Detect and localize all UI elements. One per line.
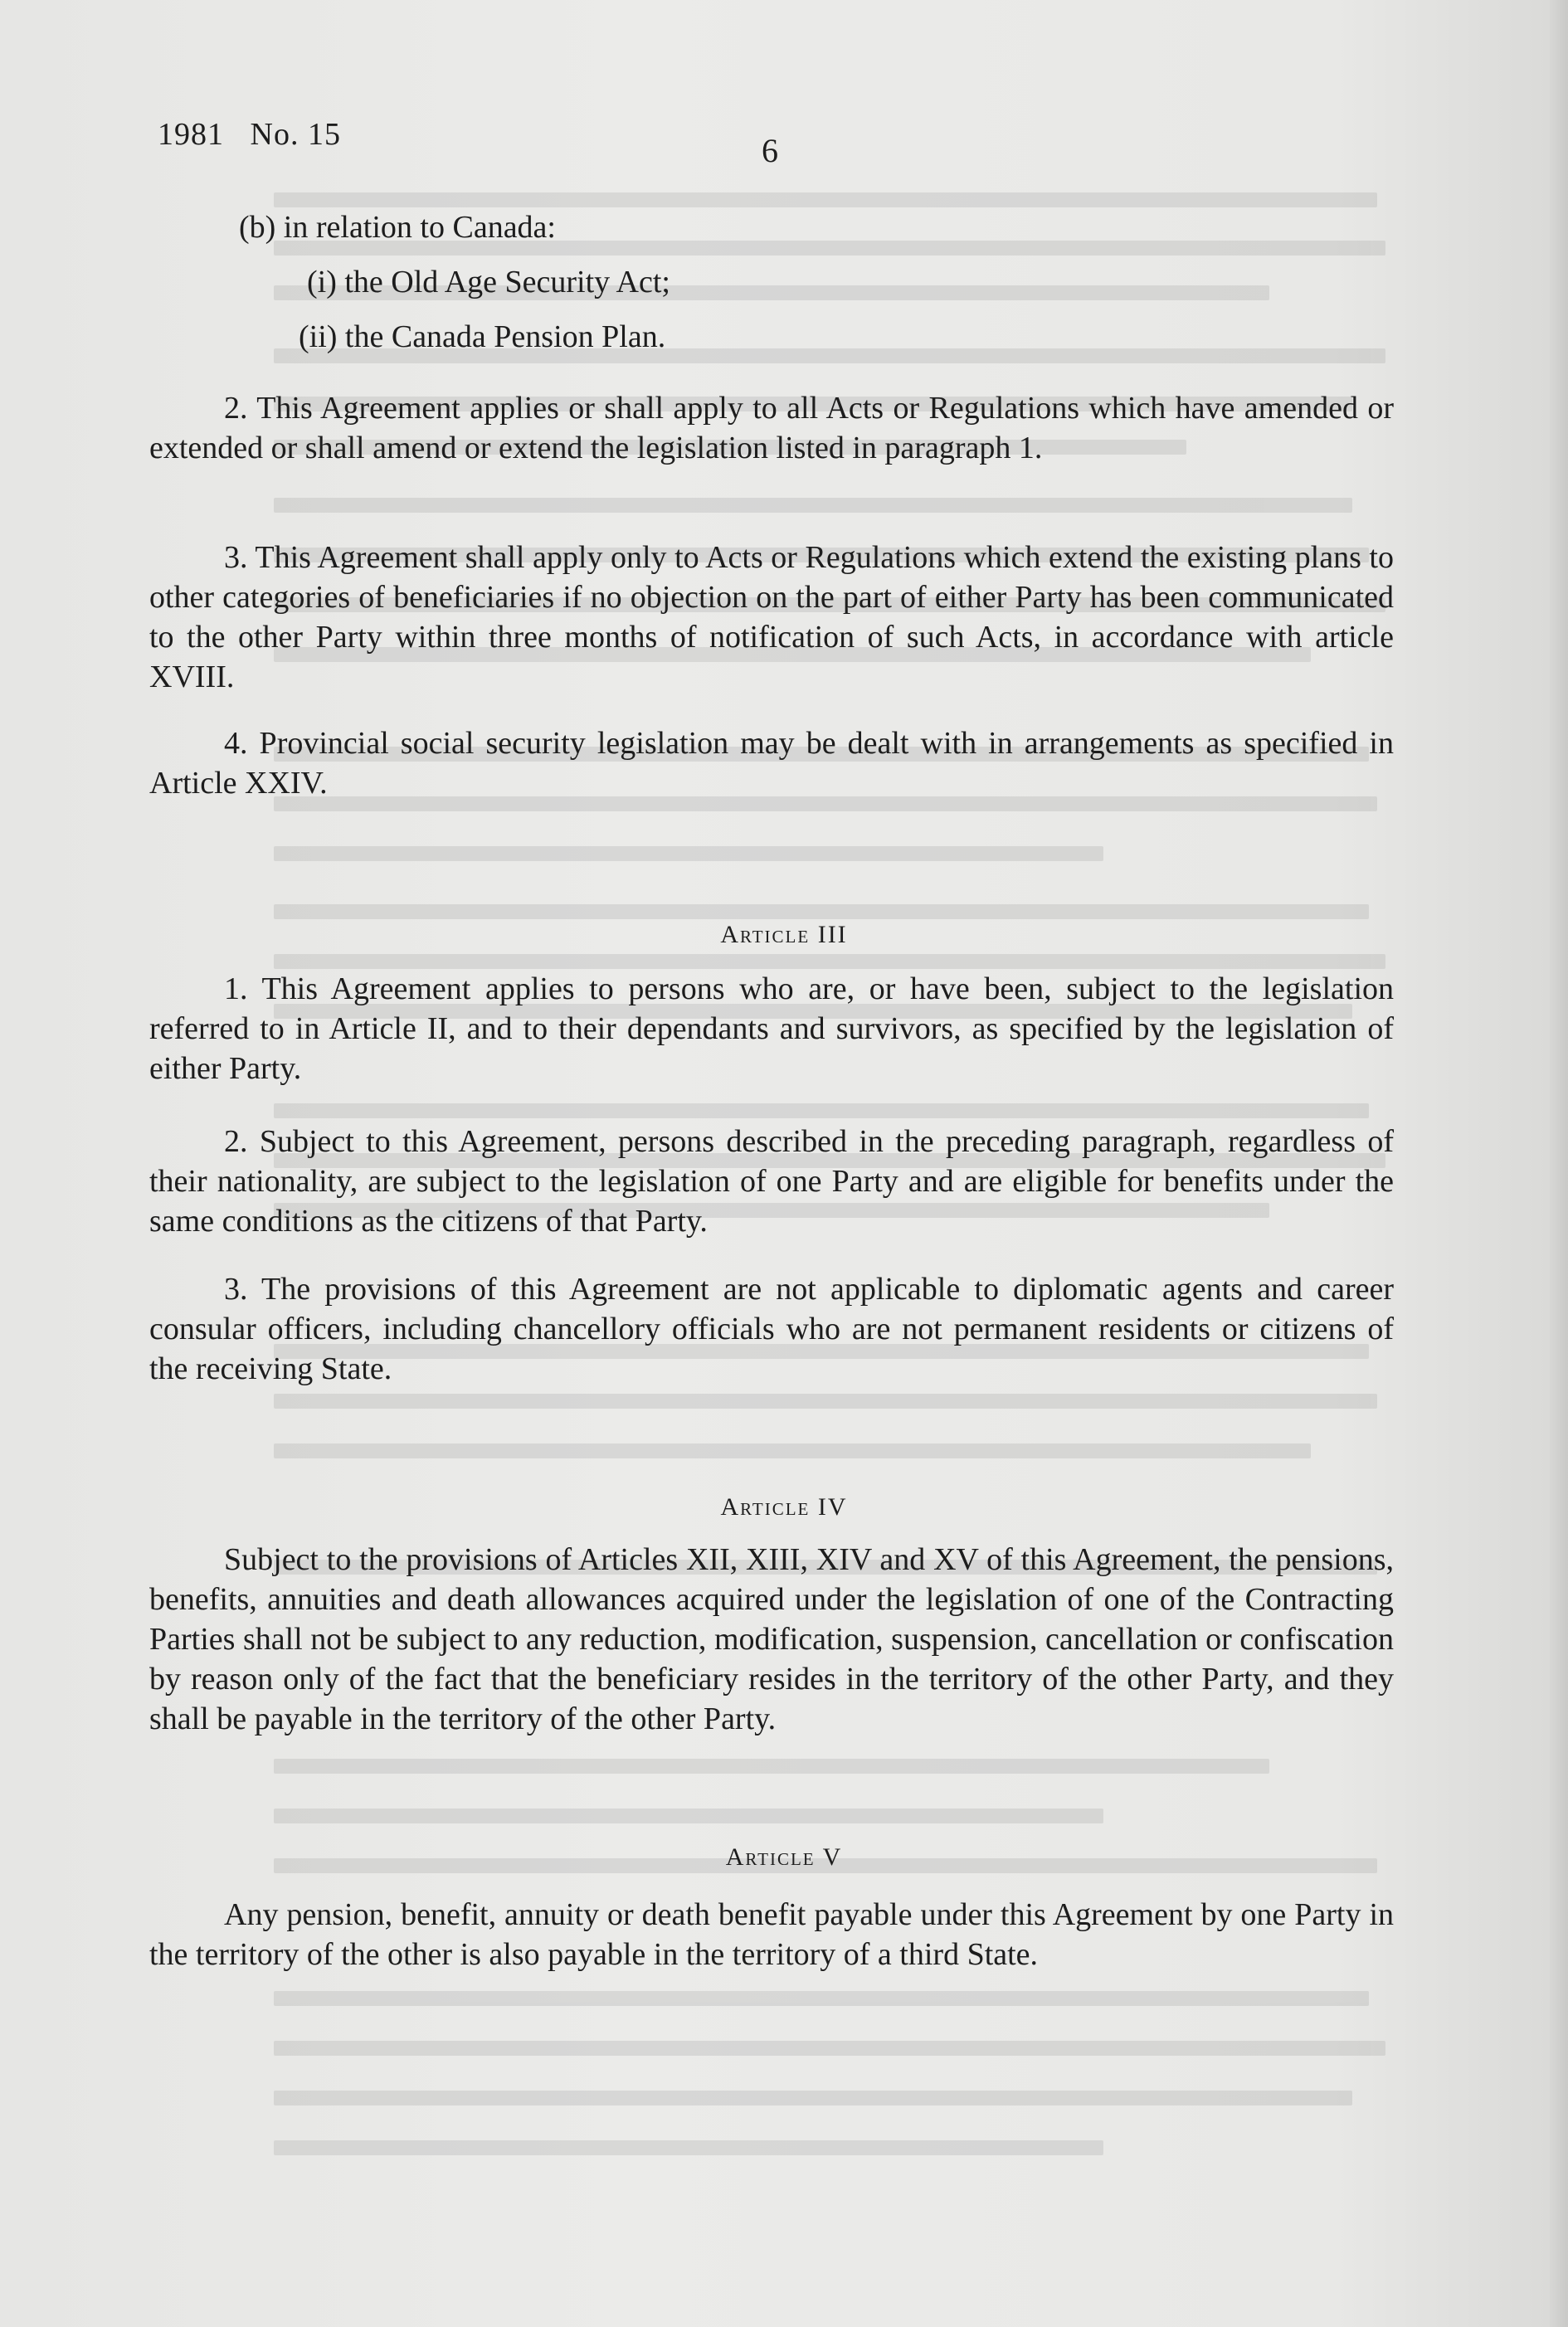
article-3-paragraph-1-text: 1. This Agreement applies to persons who are, or have been, subject to the legislation referred to in Article II, and to their dependants and survivors, as specified by the legislation of either Party.	[149, 971, 1394, 1086]
article-4-text	[149, 1540, 1394, 1739]
page-number: 6	[762, 132, 778, 169]
article-3-paragraph-3	[149, 1269, 1394, 1389]
paragraph-2	[149, 388, 1394, 468]
article-4-body: Subject to the provisions of Articles XII, XIII, XIV and XV of this Agreement, the pensions, benefits, annuities and death allowances acquired under the legislation of one of the Contracting Parties shall not be subject to any reduction, modification, suspension, cancellation or confiscation by reason only of the fact that the beneficiary resides in the territory of the other Party, and they shall be payable in the territory of the other Party.	[149, 1542, 1394, 1736]
paragraph-4	[149, 723, 1394, 803]
article-3-paragraph-3-text: 3. The provisions of this Agreement are not applicable to diplomatic agents and career consular officers, including chancellory officials who are not permanent residents or citizens of the receiving State.	[149, 1272, 1394, 1386]
article-3-paragraph-1	[149, 969, 1394, 1088]
subsection-ii: (ii) the Canada Pension Plan.	[299, 319, 666, 354]
article-3-paragraph-2-text: 2. Subject to this Agreement, persons described in the preceding paragraph, regardless of their nationality, are subject to the legislation of one Party and are eligible for benefits under the same conditions as the citizens of that Party.	[149, 1124, 1394, 1239]
article-3-paragraph-2	[149, 1122, 1394, 1241]
article-3-heading: Article III	[720, 921, 848, 948]
subsection-b: (b) in relation to Canada:	[239, 210, 556, 245]
subsection-i: (i) the Old Age Security Act;	[307, 265, 670, 299]
paragraph-3-text: 3. This Agreement shall apply only to Acts or Regulations which extend the existing plans to other categories of beneficiaries if no objection on the part of either Party has been communicated to the other Party within three months of notification of such Acts, in accordance with article XVIII.	[149, 540, 1394, 694]
paragraph-3	[149, 538, 1394, 697]
paragraph-4-text: 4. Provincial social security legislation may be dealt with in arrangements as specified in Article XXIV.	[149, 726, 1394, 801]
article-4-heading: Article IV	[720, 1493, 848, 1521]
header-year-number: 1981 No. 15	[158, 117, 341, 152]
article-5-heading: Article V	[725, 1843, 843, 1871]
article-5-text	[149, 1895, 1394, 1974]
page-edge-shadow	[1550, 0, 1568, 2327]
paragraph-2-text: 2. This Agreement applies or shall apply to all Acts or Regulations which have amended or extended or shall amend or extend the legislation listed in paragraph 1.	[149, 391, 1394, 465]
article-5-body: Any pension, benefit, annuity or death benefit payable under this Agreement by one Party in the territory of the other is also payable in the territory of a third State.	[149, 1897, 1394, 1972]
